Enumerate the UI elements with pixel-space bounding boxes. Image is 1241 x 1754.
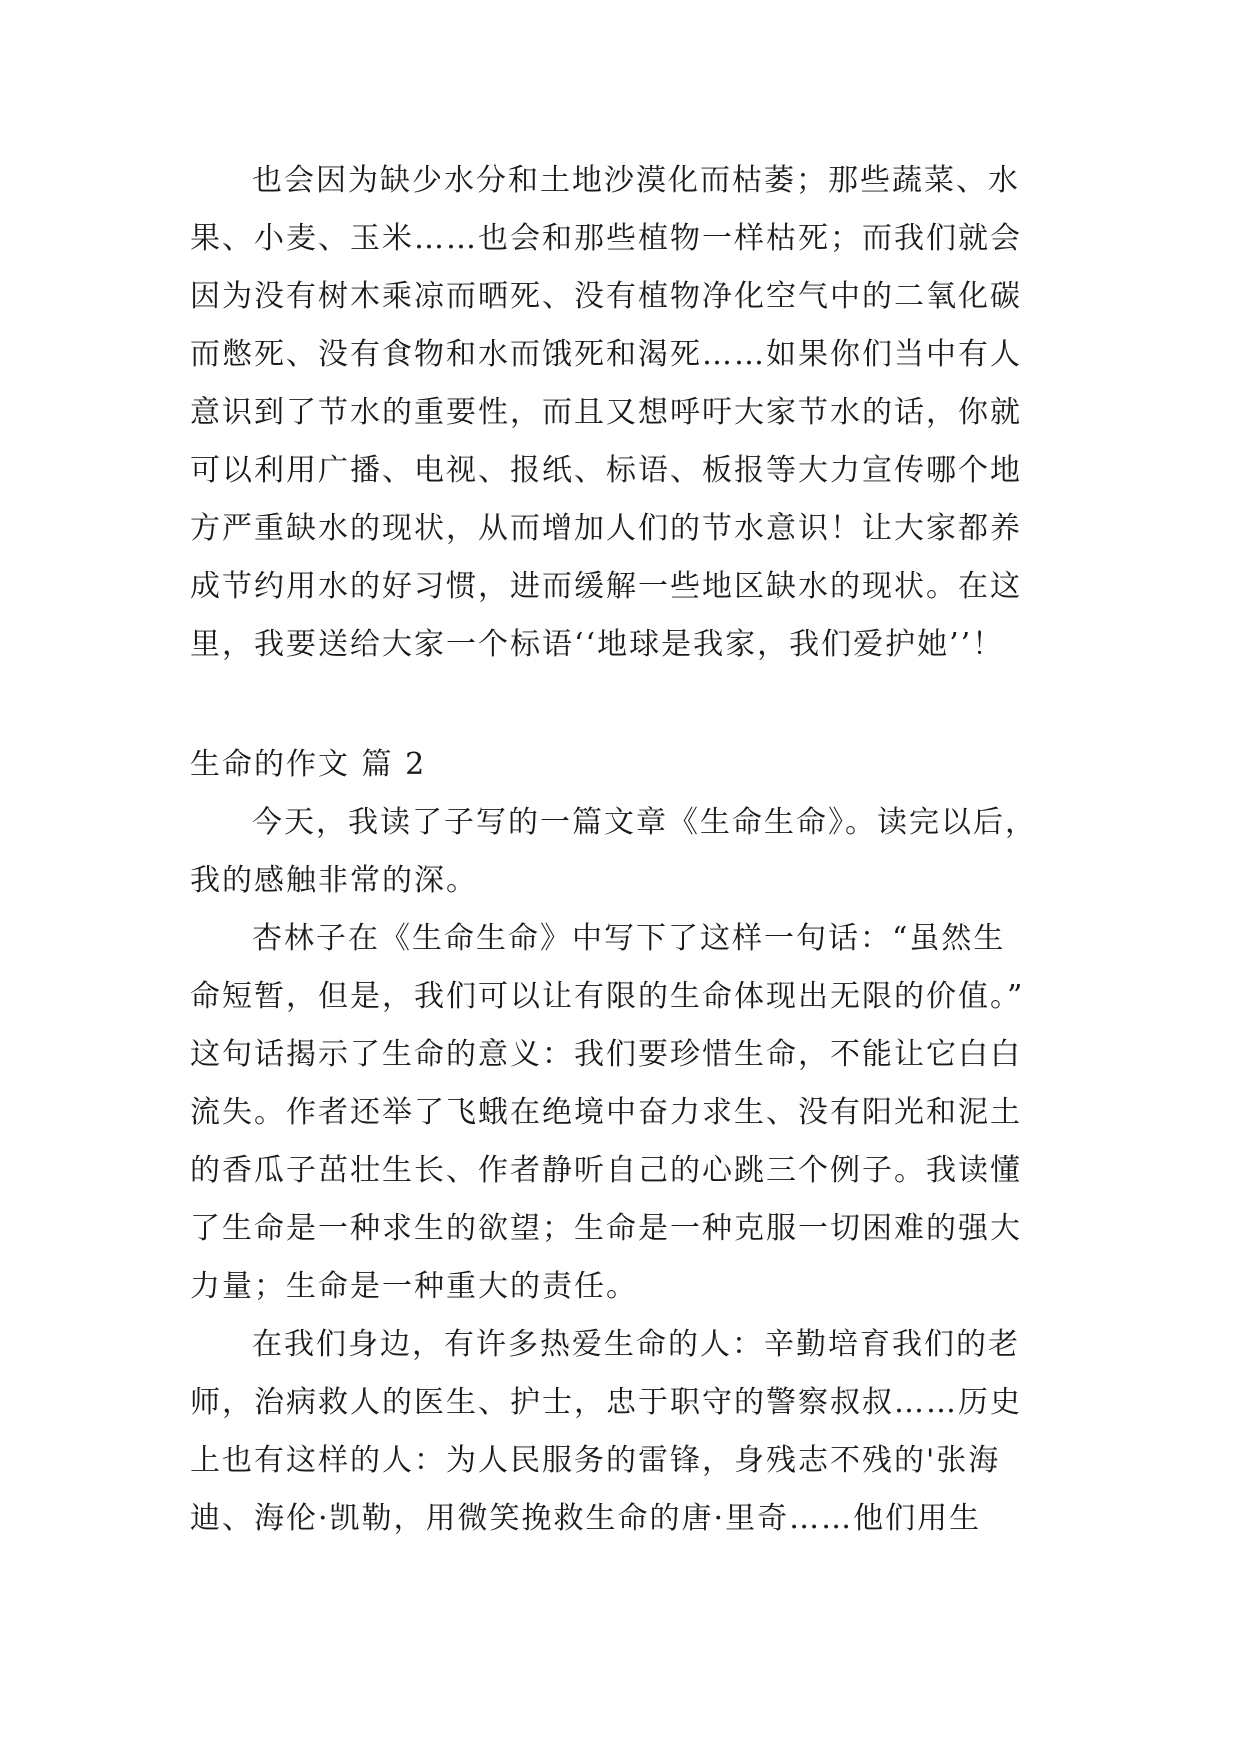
paragraph-line: 今天，我读了子写的一篇文章《生命生命》。读完以后， xyxy=(252,805,1037,840)
paragraph-line: 在我们身边，有许多热爱生命的人：辛勤培育我们的老 xyxy=(252,1327,1020,1362)
passage-one-line: 方严重缺水的现状，从而增加人们的节水意识！让大家都养 xyxy=(190,511,1022,546)
passage-one-line: 而憋死、没有食物和水而饿死和渴死……如果你们当中有人 xyxy=(190,337,1022,372)
passage-one xyxy=(190,152,1070,674)
essay-paragraph-2 xyxy=(190,910,1070,1316)
paragraph-line: 这句话揭示了生命的意义：我们要珍惜生命，不能让它白白 xyxy=(190,1037,1022,1072)
essay-paragraph-1 xyxy=(190,794,1070,910)
paragraph-line: 的香瓜子茁壮生长、作者静听自己的心跳三个例子。我读懂 xyxy=(190,1153,1022,1188)
paragraph-line: 力量；生命是一种重大的责任。 xyxy=(190,1269,638,1304)
paragraph-line: 我的感触非常的深。 xyxy=(190,863,478,898)
paragraph-line: 上也有这样的人：为人民服务的雷锋，身残志不残的'张海 xyxy=(190,1443,1001,1478)
paragraph-line: 命短暂，但是，我们可以让有限的生命体现出无限的价值。” xyxy=(190,979,1025,1014)
essay-heading: 生命的作文 篇 2 xyxy=(190,747,427,782)
passage-one-line: 果、小麦、玉米……也会和那些植物一样枯死；而我们就会 xyxy=(190,221,1022,256)
paragraph-line: 师，治病救人的医生、护士，忠于职守的警察叔叔……历史 xyxy=(190,1385,1022,1420)
passage-one-line: 也会因为缺少水分和土地沙漠化而枯萎；那些蔬菜、水 xyxy=(252,163,1020,198)
paragraph-line: 流失。作者还举了飞蛾在绝境中奋力求生、没有阳光和泥土 xyxy=(190,1095,1022,1130)
passage-one-line: 因为没有树木乘凉而晒死、没有植物净化空气中的二氧化碳 xyxy=(190,279,1022,314)
passage-one-line: 成节约用水的好习惯，进而缓解一些地区缺水的现状。在这 xyxy=(190,569,1022,604)
paragraph-line: 杏林子在《生命生命》中写下了这样一句话：“虽然生 xyxy=(252,921,1006,956)
paragraph-line: 了生命是一种求生的欲望；生命是一种克服一切困难的强大 xyxy=(190,1211,1022,1246)
passage-one-line: 意识到了节水的重要性，而且又想呼吁大家节水的话，你就 xyxy=(190,395,1022,430)
essay-paragraph-3 xyxy=(190,1316,1070,1548)
paragraph-line: 迪、海伦·凯勒，用微笑挽救生命的唐·里奇……他们用生 xyxy=(190,1501,982,1536)
passage-one-line: 里，我要送给大家一个标语‘‘地球是我家，我们爱护她’’！ xyxy=(190,627,1005,662)
passage-one-line: 可以利用广播、电视、报纸、标语、板报等大力宣传哪个地 xyxy=(190,453,1022,488)
essay-two xyxy=(190,736,1070,1548)
